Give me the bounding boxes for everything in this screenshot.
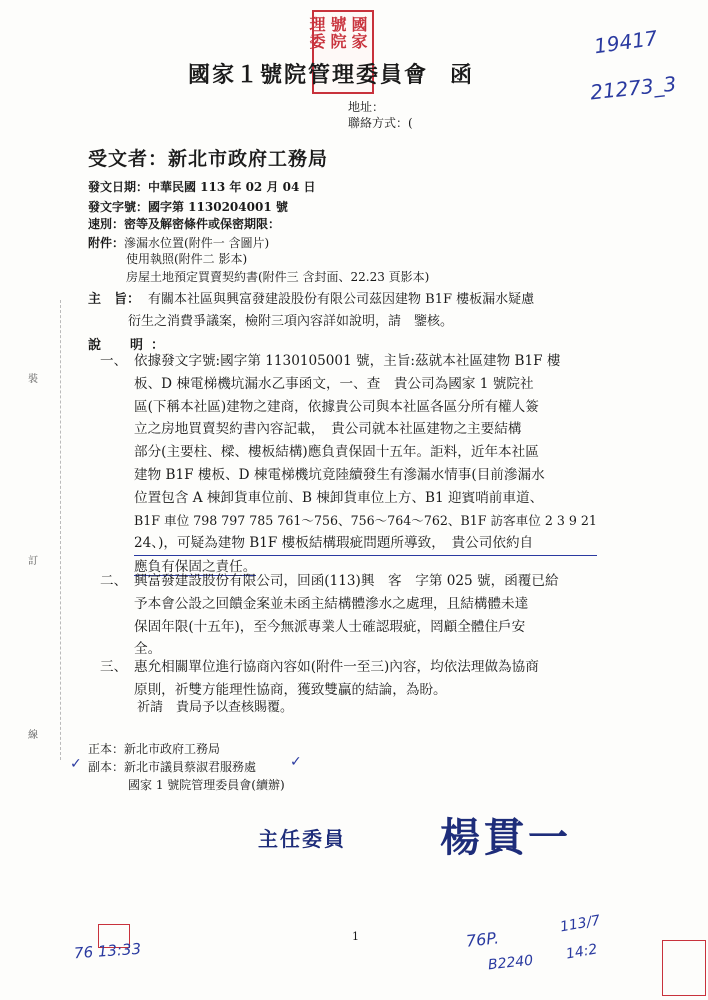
- paragraph-line: 原則，祈雙方能理性協商，獲致雙贏的結論，為盼。: [134, 681, 447, 698]
- subject-line: 衍生之消費爭議案，檢附三項內容詳如說明，請 鑒核。: [128, 314, 454, 329]
- paragraph-line: 全。: [134, 641, 162, 658]
- date-stamp: [662, 940, 706, 996]
- receiver: [88, 144, 328, 171]
- paragraph-line: 部分(主要柱、樑、樓板結構)應負責保固十五年。詎料，近年本社區: [134, 444, 539, 461]
- paragraph-line: 立之房地買賣契約書內容記載， 貴公司就本社區建物之主要結構: [134, 421, 522, 438]
- binding-mark: 線: [28, 730, 38, 741]
- item-number: 一、: [100, 353, 128, 369]
- explanation-label: 說 明：: [88, 338, 173, 353]
- explanation-item-3: [100, 656, 539, 702]
- chairperson-name: 楊貫一: [440, 815, 572, 861]
- seal-text: 號院: [328, 16, 347, 50]
- attachment-1: [88, 234, 269, 251]
- paragraph-line: 保固年限(十五年)，至今無派專業人士確認瑕疵，罔顧全體住戶安: [134, 618, 526, 635]
- closing-request: 祈請 貴局予以查核賜覆。: [137, 700, 294, 715]
- attachment-text: 滲漏水位置(附件一 含圖片): [124, 236, 270, 250]
- subject-label: 主 旨：: [88, 292, 141, 307]
- contact-label: 聯絡方式：(: [348, 116, 413, 130]
- paragraph-line: B1F 車位 798 797 785 761～756、756～764～762、B1F 訪客車位 2 3 9 21: [134, 512, 597, 528]
- secrecy-level: 速別：密等及解密條件或保密期限：: [88, 217, 281, 231]
- binding-mark: 訂: [28, 556, 38, 567]
- handwritten-note: B2240: [487, 952, 534, 974]
- address-label: 地址：: [348, 100, 385, 114]
- subject: [88, 289, 535, 329]
- item-number: 三、: [100, 659, 128, 675]
- title-type: 函: [450, 62, 475, 88]
- binding-line: [60, 300, 61, 760]
- handwritten-note: 113/7: [558, 912, 602, 936]
- paragraph-line: 應負有保固之責任。: [134, 559, 257, 576]
- original-recipient: 正本：新北市政府工務局: [88, 742, 221, 756]
- issue-date: 發文日期：中華民國 113 年 02 月 04 日: [88, 180, 316, 194]
- check-mark-icon: ✓: [290, 754, 302, 770]
- paragraph-line: 予本會公設之回饋金案並未函主結構體滲水之處理，且結構體未達: [134, 595, 529, 612]
- handwritten-note: 19417: [592, 25, 659, 59]
- attachment-label: 附件：: [88, 236, 125, 250]
- paragraph-line: 建物 B1F 樓板、D 棟電梯機坑竟陸續發生有滲漏水情事(目前滲漏水: [134, 466, 545, 483]
- copy-recipient-2: 國家 1 號院管理委員會(續辦): [128, 778, 285, 792]
- paragraph-line: 24、)，可疑為建物 B1F 樓板結構瑕疵問題所導致， 貴公司依約自: [134, 532, 597, 556]
- paragraph-line: 區(下稱本社區)建物之建商，依據貴公司與本社區各區分所有權人簽: [134, 398, 539, 415]
- receiver-value: 新北市政府工務局: [168, 148, 329, 170]
- paragraph-line: 惠允相關單位進行協商內容如(附件一至三)內容，均依法理做為協商: [134, 659, 539, 675]
- document-number: 發文字號：國字第 1130204001 號: [88, 200, 288, 214]
- receiver-label: 受文者：: [88, 148, 169, 170]
- page-number: 1: [352, 930, 359, 943]
- seal-text: 國家: [349, 16, 368, 50]
- binding-mark: 裝: [28, 374, 38, 385]
- item-number: 二、: [100, 573, 128, 589]
- handwritten-note: 76 13:33: [73, 939, 142, 963]
- handwritten-note: 21273_3: [588, 71, 678, 105]
- seal-text: 理委: [307, 16, 326, 50]
- attachment-2: 使用執照(附件二 影本): [126, 252, 248, 266]
- explanation-item-2: [100, 570, 559, 661]
- paragraph-line: 位置包含 A 棟卸貨車位前、B 棟卸貨車位上方、B1 迎賓哨前車道、: [134, 489, 544, 506]
- copy-recipient: 副本：新北市議員蔡淑君服務處: [88, 760, 257, 774]
- title-org: 國家１號院管理委員會: [188, 62, 429, 88]
- check-mark-icon: ✓: [70, 756, 82, 772]
- attachment-3: 房屋土地預定買賣契約書(附件三 含封面、22.23 頁影本): [126, 270, 430, 284]
- explanation-item-1: [100, 350, 597, 579]
- paragraph-line: 依據發文字號:國字第 1130105001 號，主旨:茲就本社區建物 B1F 樓: [134, 353, 561, 369]
- paragraph-line: 板、D 棟電梯機坑漏水乙事函文，一、查 貴公司為國家 1 號院社: [134, 375, 534, 392]
- paragraph-line: 興富發建設股份有限公司，回函(113)興 客 字第 025 號，函覆已給: [134, 573, 559, 589]
- subject-line: 有關本社區與興富發建設股份有限公司茲因建物 B1F 樓板漏水疑慮: [148, 292, 535, 307]
- handwritten-note: 14:2: [564, 941, 599, 963]
- handwritten-note: 76P.: [465, 928, 500, 951]
- chairperson-title: 主任委員: [258, 827, 346, 851]
- document-title: [188, 58, 474, 89]
